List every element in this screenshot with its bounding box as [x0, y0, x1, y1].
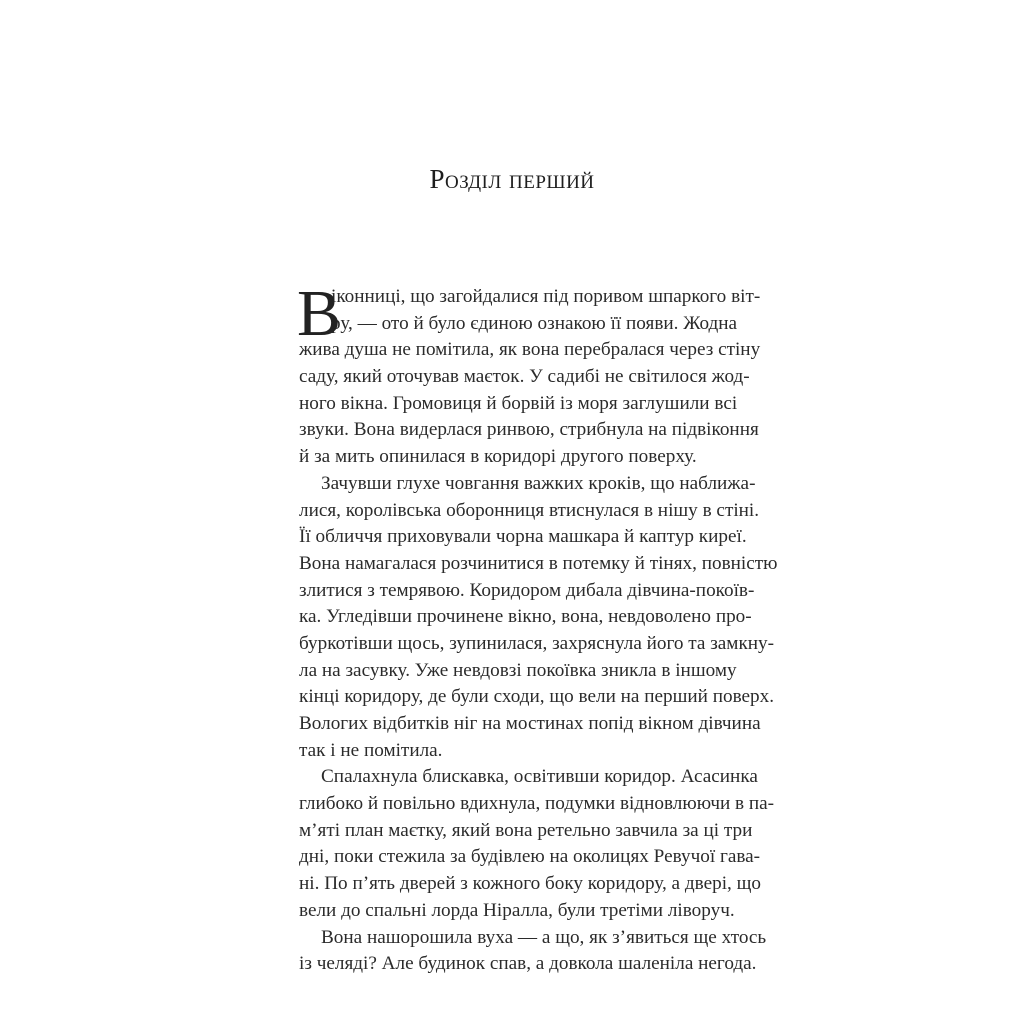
text-line: Вона нашорошила вуха — а що, як з’явиться ще хтось — [321, 926, 767, 948]
text-line: із челяді? Але будинок спав, а довкола шаленіла негода. — [299, 953, 757, 975]
text-line: ка. Угледівши прочинене вікно, вона, невдоволено про- — [299, 606, 752, 628]
text-line: Вона намагалася розчинитися в потемку й тінях, повністю — [299, 552, 778, 574]
text-line: Її обличчя приховували чорна машкара й каптур киреї. — [299, 526, 747, 548]
text-line: жива душа не помітила, як вона перебралася через стіну — [299, 339, 761, 361]
text-line: м’яті план маєтку, який вона ретельно завчила за ці три — [299, 819, 753, 841]
text-line: глибоко й повільно вдихнула, подумки відновлюючи в па- — [299, 793, 775, 815]
chapter-body — [297, 277, 778, 978]
text-line: ні. По п’ять дверей з кожного боку коридору, а двері, що — [299, 873, 761, 895]
text-line: буркотівши щось, зупинилася, захряснула його та замкну- — [299, 632, 775, 654]
text-line: кінці коридору, де були сходи, що вели на перший поверх. — [299, 686, 775, 708]
text-line: так і не помітила. — [299, 739, 443, 761]
text-line: й за мить опинилася в коридорі другого поверху. — [299, 446, 697, 468]
text-line: Спалахнула блискавка, освітивши коридор. Асасинка — [321, 766, 758, 788]
text-line: вели до спальні лорда Ніралла, були третіми ліворуч. — [299, 899, 735, 921]
text-line: ру, — ото й було єдиною ознакою її появи. Жодна — [331, 312, 738, 334]
chapter-title: Розділ перший — [429, 164, 595, 194]
text-line: ла на засувку. Уже невдовзі покоївка зникла в іншому — [299, 659, 737, 681]
text-line: Зачувши глухе човгання важких кроків, що наближа- — [321, 472, 756, 494]
drop-cap: В — [297, 277, 342, 350]
text-line: ного вікна. Громовиця й борвій із моря заглушили всі — [299, 392, 738, 414]
text-line: звуки. Вона видерлася ринвою, стрибнула на підвіконня — [299, 419, 759, 441]
text-line: саду, який оточував маєток. У садибі не світилося жод- — [299, 366, 750, 388]
text-line: злитися з темрявою. Коридором дибала дівчина-покоїв- — [299, 579, 755, 601]
text-line: іконниці, що загойдалися під поривом шпаркого віт- — [331, 286, 761, 307]
text-line: Вологих відбитків ніг на мостинах попід вікном дівчина — [299, 713, 761, 734]
text-line: лися, королівська оборонниця втиснулася в нішу в стіні. — [299, 499, 760, 521]
text-line: дні, поки стежила за будівлею на околицях Ревучої гава- — [299, 846, 761, 868]
